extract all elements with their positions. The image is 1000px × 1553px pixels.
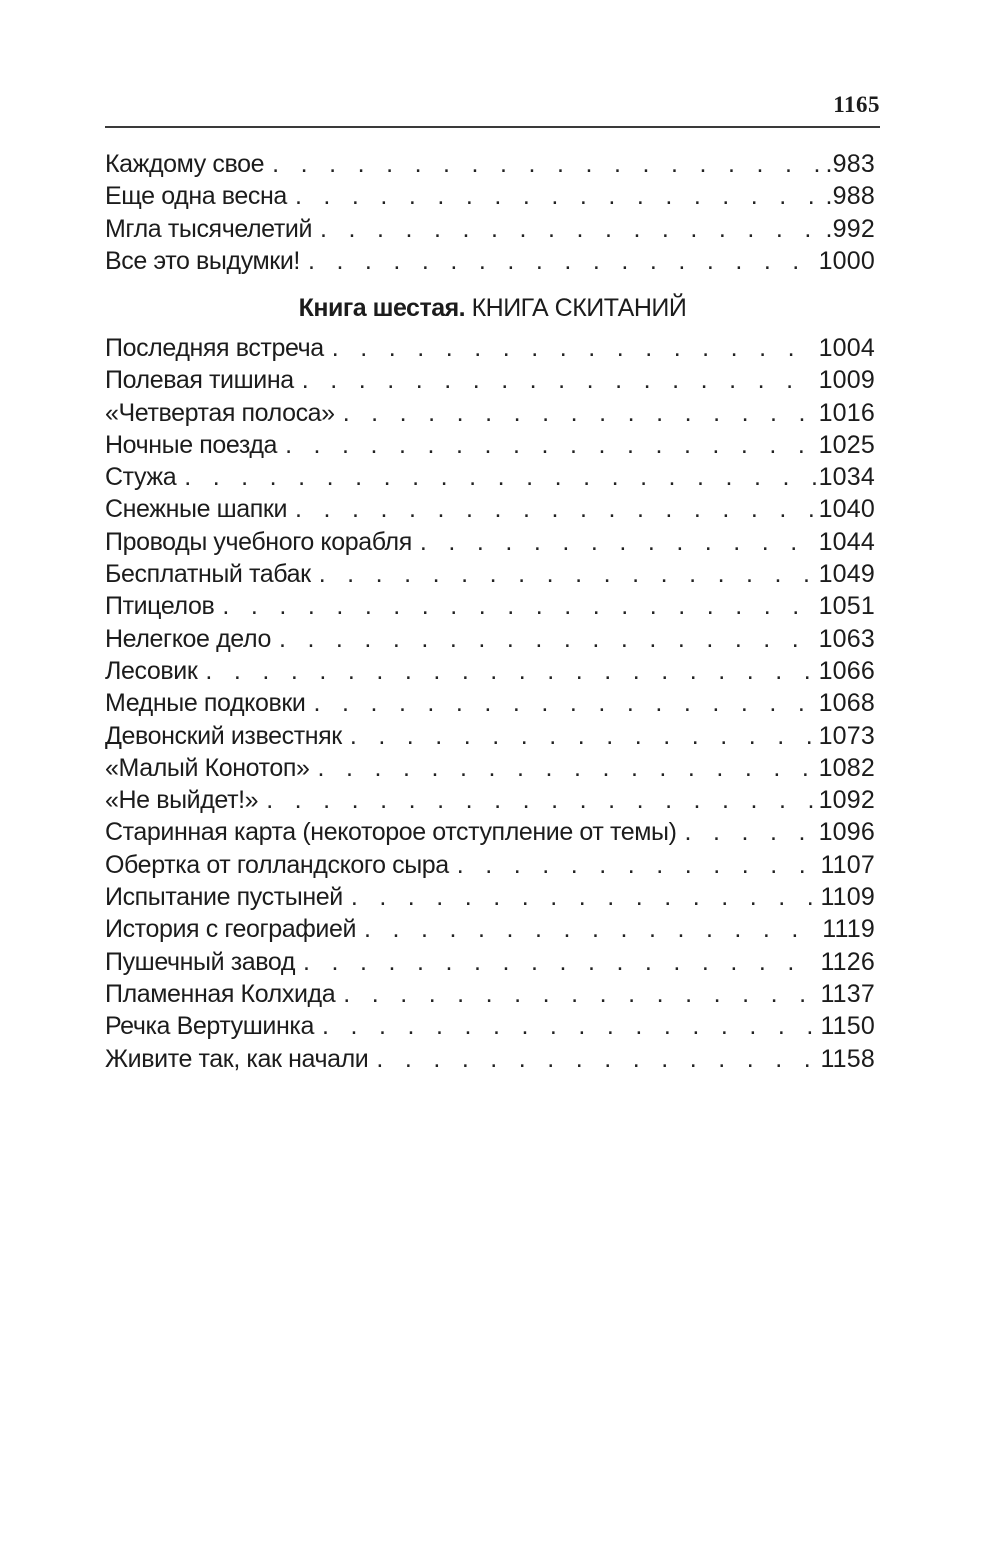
toc-entry: [105, 623, 875, 655]
toc-entry-page: 1051: [818, 592, 875, 621]
toc-entry-title: Нелегкое дело: [105, 624, 271, 653]
toc-entry: [105, 493, 875, 525]
toc-entry-title: Все это выдумки!: [105, 246, 300, 275]
toc-dot-leader: [205, 655, 815, 687]
toc-dot-leader: [222, 590, 815, 622]
toc-dot-leader: [279, 623, 816, 655]
toc-entry: [105, 1010, 875, 1042]
toc-entry-title: Снежные шапки: [105, 495, 288, 524]
toc-entry-page: 1137: [820, 979, 875, 1008]
toc-entry-page: .983: [825, 150, 875, 178]
page-number: 1165: [833, 92, 880, 117]
toc-dot-leader: [420, 526, 816, 558]
toc-entry-page: 1082: [818, 753, 875, 782]
toc-entry-title: Живите так, как начали: [105, 1044, 369, 1073]
toc-entry-page: 1016: [818, 398, 875, 427]
toc-dot-leader: [685, 816, 816, 848]
toc-entry-page: 1096: [818, 818, 875, 847]
toc-entry-page: 1040: [818, 495, 875, 524]
toc-entry: [105, 849, 875, 881]
toc-list-after: [105, 332, 875, 1075]
toc-entry-title: Каждому свое: [105, 150, 265, 178]
toc-dot-leader: [313, 687, 815, 719]
toc-entry-title: Пушечный завод: [105, 947, 296, 976]
toc-entry-title: Старинная карта (некоторое отступление от темы): [105, 818, 677, 847]
toc-entry-title: Медные подковки: [105, 689, 306, 718]
toc-entry-page: .992: [825, 214, 875, 243]
toc-entry: [105, 655, 875, 687]
toc-dot-leader: [303, 946, 817, 978]
toc-entry: [105, 245, 875, 277]
toc-entry-title: Пламенная Колхида: [105, 979, 336, 1008]
toc-entry: [105, 526, 875, 558]
toc-dot-leader: [351, 881, 818, 913]
toc-entry: [105, 1043, 875, 1075]
toc-entry-title: «Не выйдет!»: [105, 786, 259, 815]
toc-entry-page: .988: [825, 182, 875, 211]
toc-dot-leader: [320, 213, 823, 245]
toc-entry: [105, 978, 875, 1010]
toc-dot-leader: [318, 752, 816, 784]
section-book-title: КНИГА СКИТАНИЙ: [465, 294, 687, 322]
toc-dot-leader: [308, 245, 816, 277]
toc-entry: [105, 946, 875, 978]
toc-entry-title: Речка Вертушинка: [105, 1012, 314, 1041]
toc-dot-leader: [285, 429, 816, 461]
toc-entry-page: 1068: [818, 689, 875, 718]
toc-entry-page: 1034: [818, 463, 875, 492]
toc-entry-title: Стужа: [105, 463, 177, 492]
toc-dot-leader: [295, 493, 816, 525]
toc-entry: [105, 148, 875, 180]
toc-entry-title: Испытание пустыней: [105, 883, 343, 912]
toc-dot-leader: [364, 913, 819, 945]
toc-dot-leader: [343, 397, 816, 429]
header-rule: [105, 126, 880, 128]
toc-entry-page: 1073: [818, 721, 875, 750]
toc-entry-title: «Малый Конотоп»: [105, 753, 310, 782]
toc-entry-page: 1049: [818, 560, 875, 589]
toc-entry-title: Бесплатный табак: [105, 560, 311, 589]
toc-entry-title: Обертка от голландского сыра: [105, 850, 449, 879]
toc-entry-page: 1119: [822, 915, 875, 944]
toc-entry-title: Девонский известняк: [105, 721, 342, 750]
toc-entry-title: Ночные поезда: [105, 430, 278, 459]
toc-entry: [105, 913, 875, 945]
toc-entry-page: 1004: [818, 334, 875, 362]
toc-entry-page: 1025: [818, 430, 875, 459]
toc-entry: [105, 687, 875, 719]
toc-dot-leader: [376, 1043, 817, 1075]
toc-entry-title: Проводы учебного корабля: [105, 527, 412, 556]
toc-entry-title: Мгла тысячелетий: [105, 214, 313, 243]
toc-dot-leader: [184, 461, 815, 493]
toc-entry: [105, 332, 875, 364]
toc-entry: [105, 180, 875, 212]
toc-dot-leader: [322, 1010, 817, 1042]
toc-entry-page: 1158: [820, 1044, 875, 1073]
toc-entry-title: Лесовик: [105, 656, 198, 685]
toc-dot-leader: [302, 364, 816, 396]
toc-entry: [105, 784, 875, 816]
toc-list-before: [105, 148, 875, 277]
toc-dot-leader: [266, 784, 815, 816]
toc-entry: [105, 590, 875, 622]
section-heading: [105, 292, 880, 324]
toc-entry-page: 1126: [820, 947, 875, 976]
toc-entry-title: Еще одна весна: [105, 182, 287, 211]
section-book-number: Книга шестая.: [298, 294, 466, 322]
toc-entry: [105, 881, 875, 913]
toc-dot-leader: [332, 332, 816, 364]
toc-entry-title: Птицелов: [105, 592, 215, 621]
toc-entry: [105, 816, 875, 848]
toc-entry-page: 1000: [818, 246, 875, 275]
toc-entry: [105, 558, 875, 590]
toc-dot-leader: [457, 849, 818, 881]
book-page: [105, 0, 880, 1553]
toc-entry: [105, 752, 875, 784]
toc-entry: [105, 213, 875, 245]
toc-entry-page: 1092: [818, 786, 875, 815]
toc-entry: [105, 720, 875, 752]
toc-dot-leader: [319, 558, 816, 590]
toc-entry-page: 1044: [818, 527, 875, 556]
toc-entry: [105, 397, 875, 429]
toc-entry-page: 1009: [818, 366, 875, 395]
toc-entry-page: 1066: [818, 656, 875, 685]
toc-dot-leader: [350, 720, 816, 752]
toc-dot-leader: [272, 148, 822, 180]
toc-entry-title: История с географией: [105, 915, 357, 944]
toc-entry: [105, 429, 875, 461]
toc-entry-page: 1107: [820, 850, 875, 879]
toc-entry: [105, 461, 875, 493]
toc-entry-page: 1109: [820, 883, 875, 912]
toc-dot-leader: [295, 180, 823, 212]
page-header: [105, 92, 880, 122]
toc-entry-title: Последняя встреча: [105, 334, 324, 362]
toc-entry-title: «Четвертая полоса»: [105, 398, 335, 427]
toc-entry: [105, 364, 875, 396]
toc-entry-page: 1063: [818, 624, 875, 653]
toc-entry-title: Полевая тишина: [105, 366, 294, 395]
toc-dot-leader: [343, 978, 817, 1010]
toc-entry-page: 1150: [820, 1012, 875, 1041]
